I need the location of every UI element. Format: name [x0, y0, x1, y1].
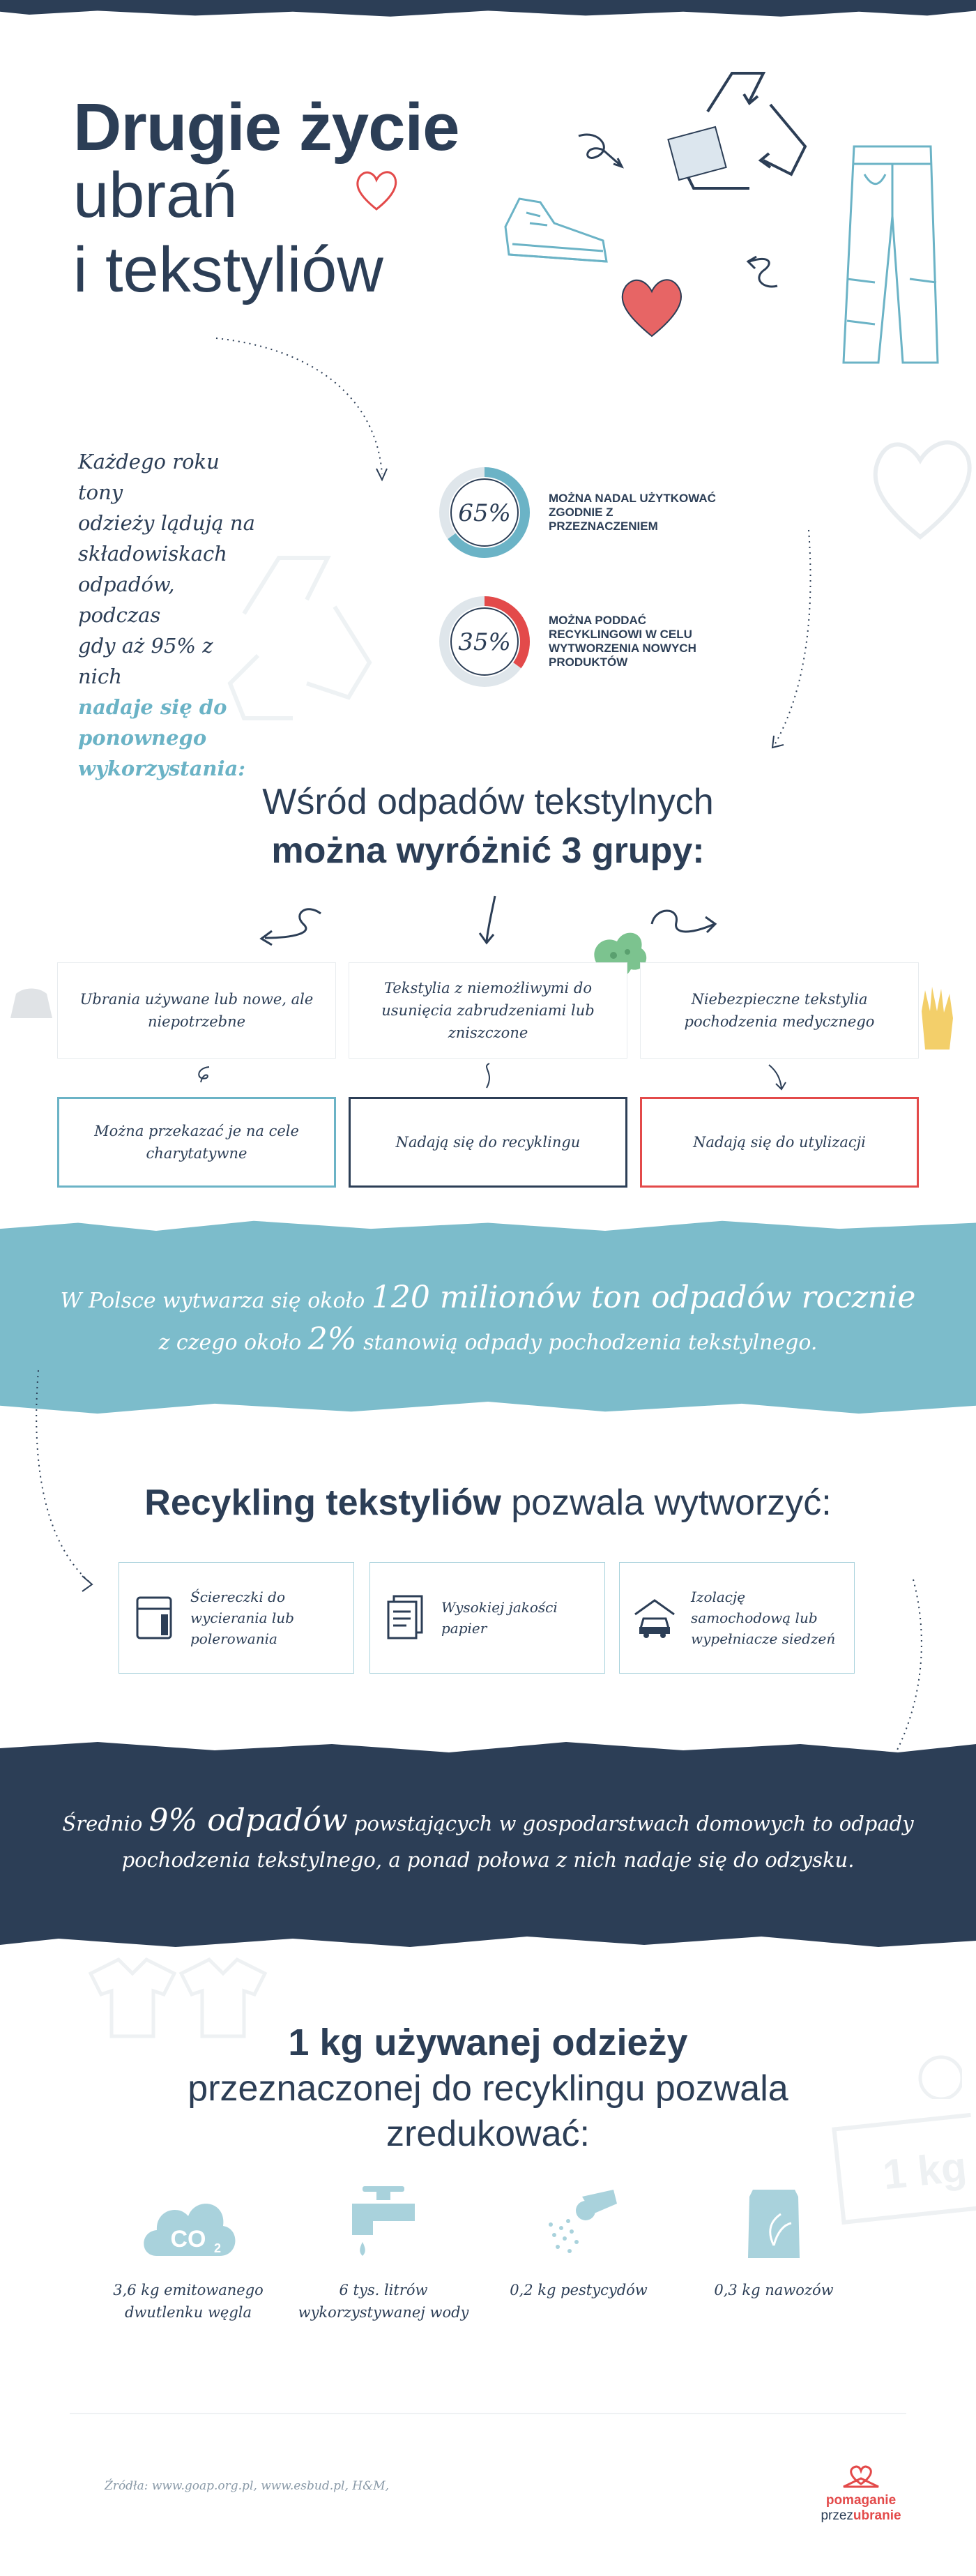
- curly-arrow-icon: [735, 251, 784, 293]
- poland-text: stanowią odpady pochodzenia tekstylnego.: [356, 1331, 818, 1355]
- recycling-heading-rest: pozwala wytworzyć:: [501, 1483, 832, 1523]
- reduction-item: [488, 2183, 669, 2301]
- stat-label: MOŻNA NADAL UŻYTKOWAĆ ZGODNIE Z PRZEZNACZENIEM: [549, 492, 716, 533]
- recycling-heading-bold: Recykling tekstyliów: [144, 1483, 501, 1523]
- swirl-arrow-icon: [251, 900, 328, 948]
- progress-ring: [436, 464, 533, 561]
- small-arrow-icon: [763, 1061, 791, 1093]
- heart-red-icon: [613, 272, 690, 342]
- recycling-item-text: Izolację samochodową lub wypełniacze siedzeń: [691, 1589, 836, 1647]
- poland-stats-band: [0, 1217, 976, 1416]
- sneaker-icon: [498, 185, 617, 275]
- groups-heading-line2: można wyróżnić 3 grupy:: [271, 831, 705, 871]
- intro-line: odzieży lądują na: [78, 511, 255, 535]
- recycling-item-text: Wysokiej jakości papier: [441, 1599, 558, 1637]
- recycling-item: [369, 1562, 605, 1674]
- group-category-text: Niebezpieczne tekstylia pochodzenia medycznego: [684, 991, 875, 1030]
- reduction-heading-line3: zredukować:: [386, 2114, 590, 2154]
- fertilizer-bag-icon: [722, 2183, 826, 2266]
- cloth-icon: [133, 1593, 175, 1642]
- intro-highlight-line: nadaje się do: [78, 695, 227, 719]
- loop-arrow-icon: [572, 122, 627, 178]
- water-tap-icon: [331, 2183, 436, 2266]
- poland-highlight: 2%: [307, 1321, 357, 1357]
- reduction-heading-line1: 1 kg używanej odzieży: [288, 2022, 688, 2063]
- reduction-item: [293, 2183, 474, 2324]
- top-torn-bar: [0, 0, 976, 20]
- logo-line2: [819, 2508, 903, 2524]
- household-stats-band: [0, 1740, 976, 1949]
- stat-reuse: [436, 460, 770, 565]
- group-action-box: [57, 1097, 336, 1188]
- reduction-item-text: 0,3 kg nawozów: [714, 2282, 834, 2298]
- gloves-icon: [915, 983, 963, 1053]
- small-arrow-icon: [188, 1061, 216, 1089]
- recycling-heading: [0, 1482, 976, 1524]
- hat-icon: [3, 980, 59, 1036]
- logo-line2-pre: przez: [821, 2508, 853, 2523]
- group-action-text: Można przekazać je na cele charytatywne: [94, 1123, 299, 1162]
- logo-line2-bold: ubranie: [853, 2508, 901, 2523]
- group-category-box: [349, 962, 627, 1059]
- group-category-text: Tekstylia z niemożliwymi do usunięcia zabrudzeniami lub zniszczone: [381, 980, 595, 1041]
- household-line1: [0, 1803, 976, 1838]
- heart-outline-icon: [864, 425, 976, 544]
- progress-ring: [436, 593, 533, 690]
- household-highlight: 9% odpadów: [148, 1803, 348, 1838]
- loop-right-arrow-icon: [648, 903, 725, 945]
- hanger-heart-icon: [840, 2462, 882, 2490]
- group-action-text: Nadają się do utylizacji: [693, 1134, 866, 1151]
- group-category-box: [57, 962, 336, 1059]
- stat-value: 35%: [458, 628, 511, 656]
- divider: [70, 2413, 906, 2414]
- jeans-icon: [833, 139, 952, 370]
- sprayer-icon: [526, 2183, 631, 2266]
- reduction-item-text: 6 tys. litrów wykorzystywanej wody: [298, 2282, 469, 2321]
- reduction-item-text: 3,6 kg emitowanego dwutlenku węgla: [113, 2282, 264, 2321]
- intro-line: składowiskach: [78, 542, 227, 566]
- intro-highlight-line: ponownego: [78, 726, 207, 750]
- household-line2: pochodzenia tekstylnego, a ponad połowa z nich nadaje się do odzysku.: [121, 1848, 855, 1872]
- small-arrow-icon: [474, 1060, 502, 1091]
- reduction-item-text: 0,2 kg pestycydów: [510, 2282, 648, 2298]
- groups-heading-line1: Wśród odpadów tekstylnych: [262, 782, 714, 822]
- poland-line1: [0, 1280, 976, 1315]
- svg-text:CO: CO: [170, 2226, 206, 2252]
- brand-logo[interactable]: [819, 2462, 903, 2524]
- reduction-item: [683, 2183, 864, 2301]
- poland-highlight: 120 milionów ton odpadów rocznie: [371, 1280, 916, 1315]
- intro-line: odpadów, podczas: [78, 573, 175, 627]
- stat-value: 65%: [458, 499, 511, 527]
- intro-text: [78, 446, 259, 784]
- page-title-line2: ubrań: [73, 160, 238, 231]
- reduction-item: [98, 2183, 279, 2324]
- heart-icon: [352, 167, 401, 213]
- poland-text: W Polsce wytwarza się około: [60, 1289, 372, 1313]
- recycling-item-text: Ściereczki do wycierania lub polerowania: [190, 1589, 294, 1647]
- reduction-heading-line2: przeznaczonej do recyklingu pozwala: [188, 2068, 788, 2109]
- intro-line: gdy aż 95% z nich: [78, 634, 213, 688]
- recycling-item: [119, 1562, 354, 1674]
- paper-icon: [384, 1593, 426, 1642]
- poland-line2: [0, 1321, 976, 1357]
- intro-line: Każdego roku tony: [78, 450, 220, 504]
- group-category-box: [640, 962, 919, 1059]
- intro-highlight-line: wykorzystania:: [78, 757, 245, 780]
- svg-text:2: 2: [214, 2241, 222, 2255]
- group-action-box: [640, 1097, 919, 1188]
- sources-text: Źródła: www.goap.org.pl, www.esbud.pl, H&M,: [105, 2479, 390, 2493]
- page-title-line3: i tekstyliów: [73, 234, 383, 305]
- group-action-box: [349, 1097, 627, 1188]
- weight-label: 1 kg: [880, 2143, 969, 2199]
- recycle-symbol-icon: [666, 63, 826, 202]
- group-action-text: Nadają się do recyklingu: [395, 1134, 581, 1151]
- poland-text: z czego około: [158, 1331, 308, 1355]
- co2-cloud-icon: [136, 2183, 241, 2266]
- logo-line1: pomaganie: [825, 2493, 897, 2508]
- household-text: powstających w gospodarstwach domowych to odpady: [347, 1812, 914, 1835]
- recycling-item: [619, 1562, 855, 1674]
- page-title: Drugie życie: [73, 90, 459, 165]
- car-icon: [634, 1593, 676, 1642]
- group-category-text: Ubrania używane lub nowe, ale niepotrzebne: [79, 991, 314, 1030]
- stat-recycle: [436, 589, 770, 694]
- down-arrow-icon: [474, 893, 509, 948]
- household-text: Średnio: [62, 1812, 149, 1835]
- stat-label: MOŻNA PODDAĆ RECYKLINGOWI W CELU WYTWORZENIA NOWYCH PRODUKTÓW: [549, 614, 696, 669]
